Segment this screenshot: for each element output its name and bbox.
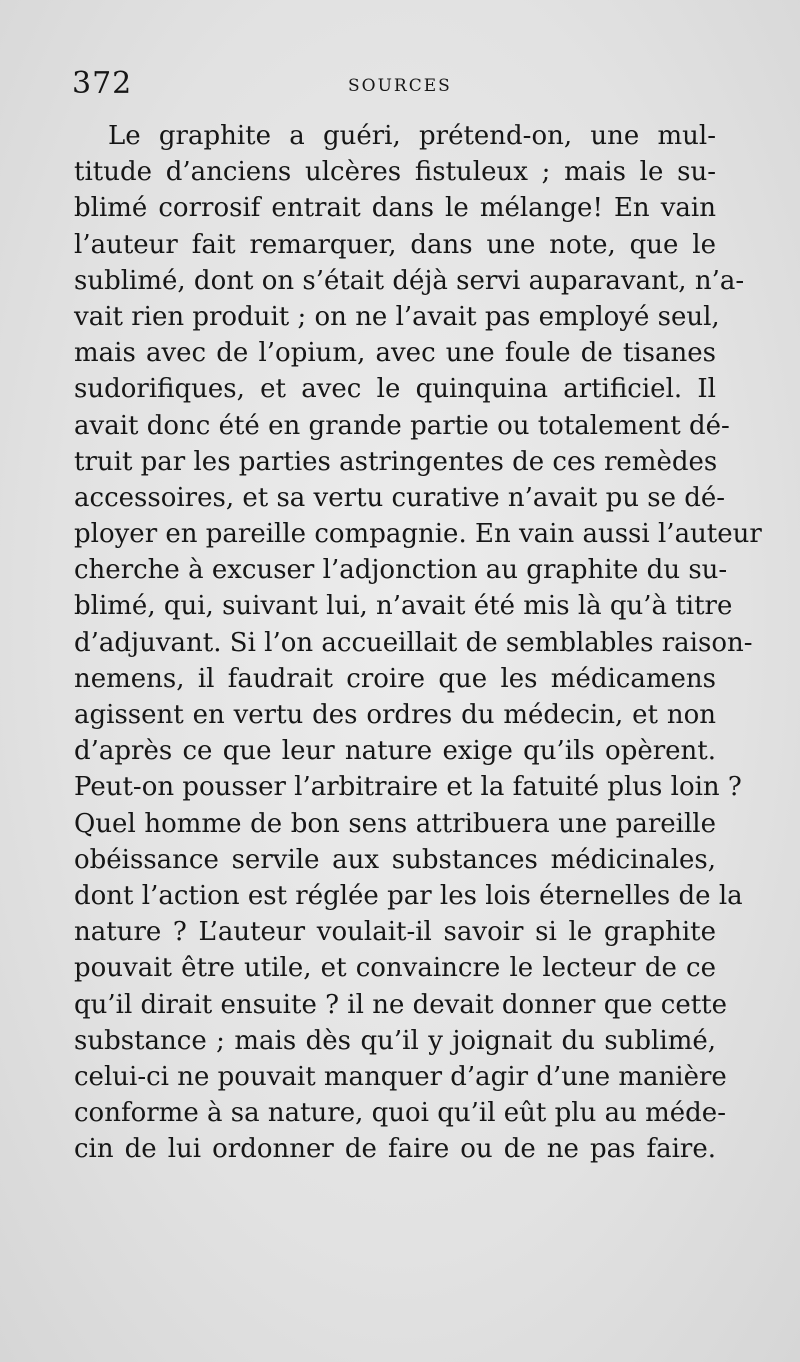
text-line: titude d’anciens ulcères fistuleux ; mais le su- [74,157,716,188]
text-line: celui-ci ne pouvait manquer d’agir d’une manière [74,1061,727,1092]
body-text [74,118,762,1167]
page-number: 372 [72,66,133,101]
text-line: d’après ce que leur nature exige qu’ils opèrent. [74,736,716,767]
text-line: truit par les parties astringentes de ces remèdes [74,446,718,477]
page-header [72,66,732,106]
text-line: nature ? L’auteur voulait-il savoir si le graphite [74,917,716,948]
text-line: Le graphite a guéri, prétend-on, une mul- [108,121,716,151]
text-line: Peut-on pousser l’arbitraire et la fatuité plus loin ? [74,772,742,803]
text-line: agissent en vertu des ordres du médecin, et non [74,700,716,730]
text-line: mais avec de l’opium, avec une foule de tisanes [74,338,716,369]
text-line: d’adjuvant. Si l’on accueillait de semblables raison- [74,627,753,658]
text-line: sublimé, dont on s’était déjà servi auparavant, n’a- [74,265,745,296]
text-line: sudorifiques, et avec le quinquina artificiel. Il [74,374,716,405]
text-line: obéissance servile aux substances médicinales, [74,844,716,875]
text-line: conforme à sa nature, quoi qu’il eût plu au méde- [74,1098,726,1129]
text-line: avait donc été en grande partie ou totalement dé- [74,410,730,441]
text-line: l’auteur fait remarquer, dans une note, que le [74,229,716,260]
text-line: substance ; mais dès qu’il y joignait du sublimé, [74,1025,716,1056]
text-line: blimé corrosif entrait dans le mélange! En vain [74,193,716,224]
text-line: nemens, il faudrait croire que les médicamens [74,663,716,694]
text-line: vait rien produit ; on ne l’avait pas employé seul, [74,301,720,332]
text-line: Quel homme de bon sens attribuera une pareille [74,808,716,839]
text-line: blimé, qui, suivant lui, n’avait été mis là qu’à titre [74,591,733,622]
running-title: SOURCES [348,76,452,96]
text-line: cin de lui ordonner de faire ou de ne pas faire. [74,1134,716,1165]
text-line: qu’il dirait ensuite ? il ne devait donner que cette [74,989,727,1020]
text-line: ployer en pareille compagnie. En vain aussi l’auteur [74,519,762,550]
text-line: dont l’action est réglée par les lois éternelles de la [74,880,743,911]
text-line: accessoires, et sa vertu curative n’avait pu se dé- [74,482,726,513]
text-line: cherche à excuser l’adjonction au graphite du su- [74,555,728,586]
text-line: pouvait être utile, et convaincre le lecteur de ce [74,953,716,984]
